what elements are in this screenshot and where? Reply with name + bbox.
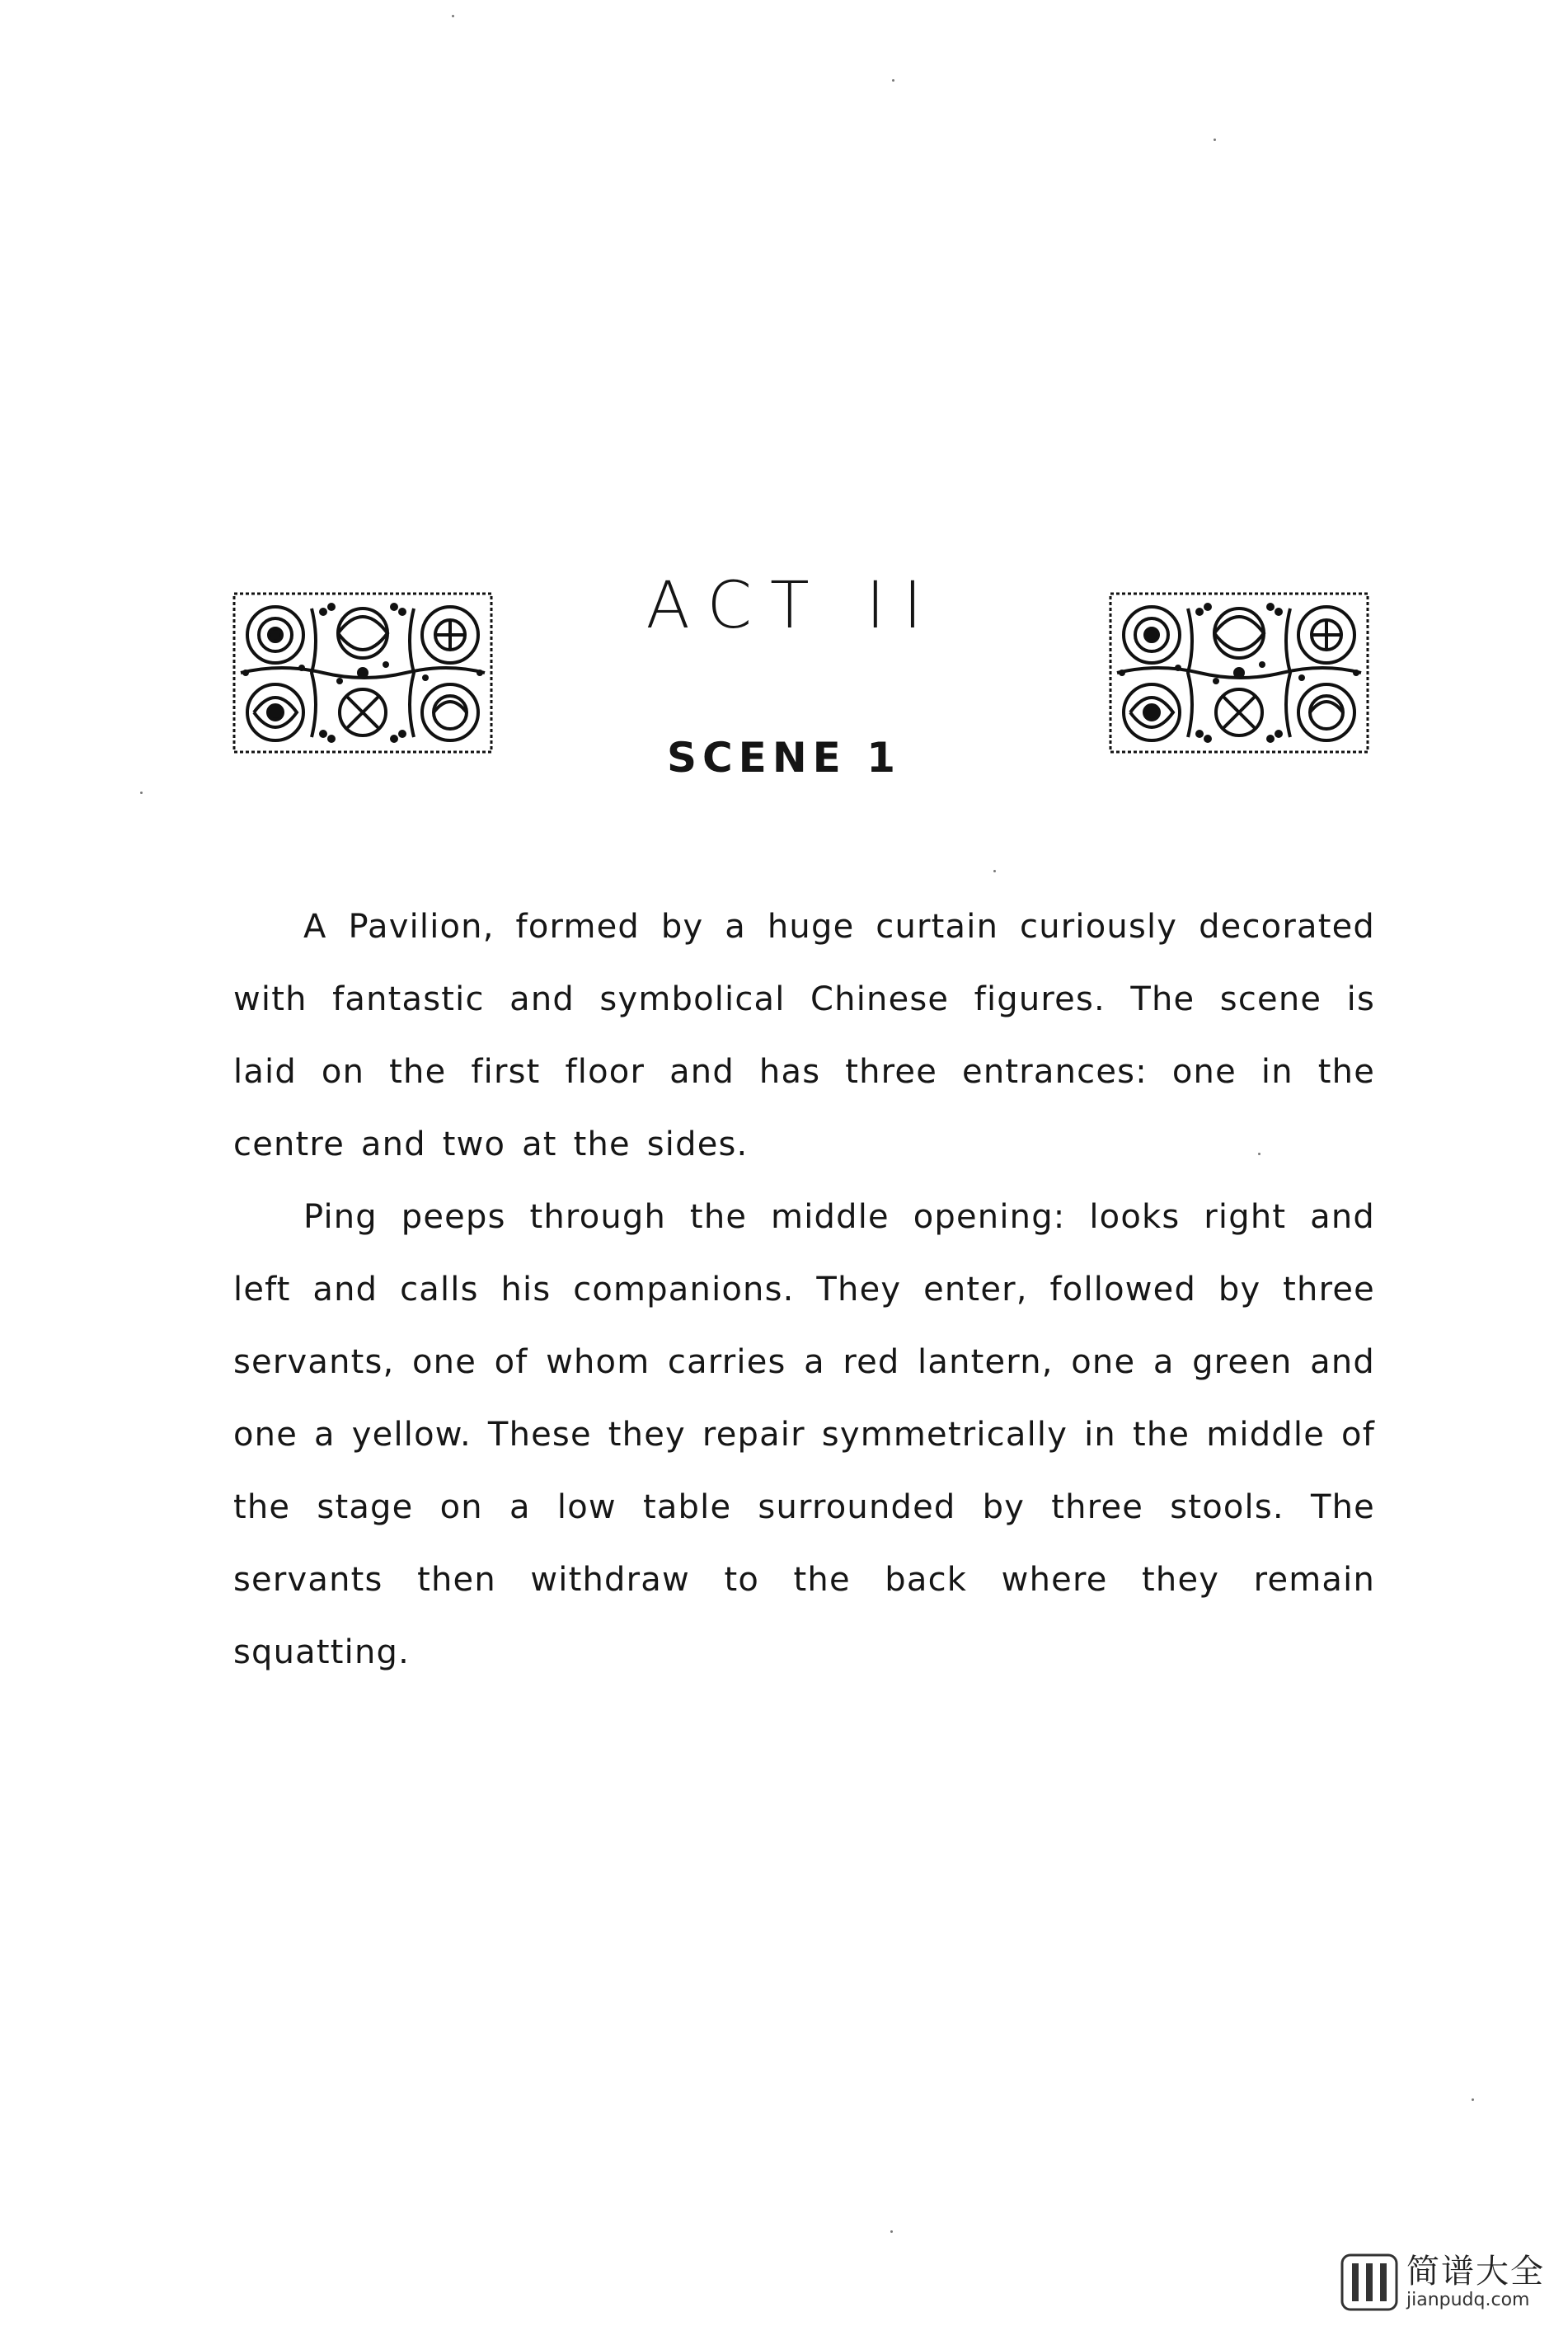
- scan-speck: [140, 792, 143, 794]
- scan-speck: [993, 870, 996, 872]
- scan-speck: [1214, 139, 1216, 141]
- scan-speck: [1472, 2098, 1474, 2101]
- paragraph-1: A Pavilion, formed by a huge curtain curiously decorated with fantastic and symbolical Chinese figures. The scene is laid on the first floor and has three entrances: one in the centre and two at the sides.: [233, 908, 1375, 1163]
- site-watermark: [1340, 2253, 1545, 2311]
- watermark-url: jianpudq.com: [1406, 2290, 1530, 2310]
- scan-speck: [890, 2230, 893, 2233]
- piano-keys-icon: [1340, 2253, 1398, 2311]
- scene-heading: SCENE 1: [666, 734, 902, 782]
- act-heading: ACT II: [646, 569, 941, 643]
- stage-directions: [233, 890, 1375, 1689]
- paragraph-2: Ping peeps through the middle opening: looks right and left and calls his companions. They enter, followed by three servants, one of whom carries a red lantern, one a green and one a yellow. These they repair symmetrically in the middle of the stage on a low table surrounded by three stools. The servants then withdraw to the back where they remain squatting.: [233, 1198, 1375, 1671]
- scan-speck: [1258, 1153, 1261, 1155]
- scan-speck: [892, 79, 894, 82]
- watermark-name: 简谱大全: [1406, 2253, 1545, 2291]
- scan-speck: [452, 15, 454, 17]
